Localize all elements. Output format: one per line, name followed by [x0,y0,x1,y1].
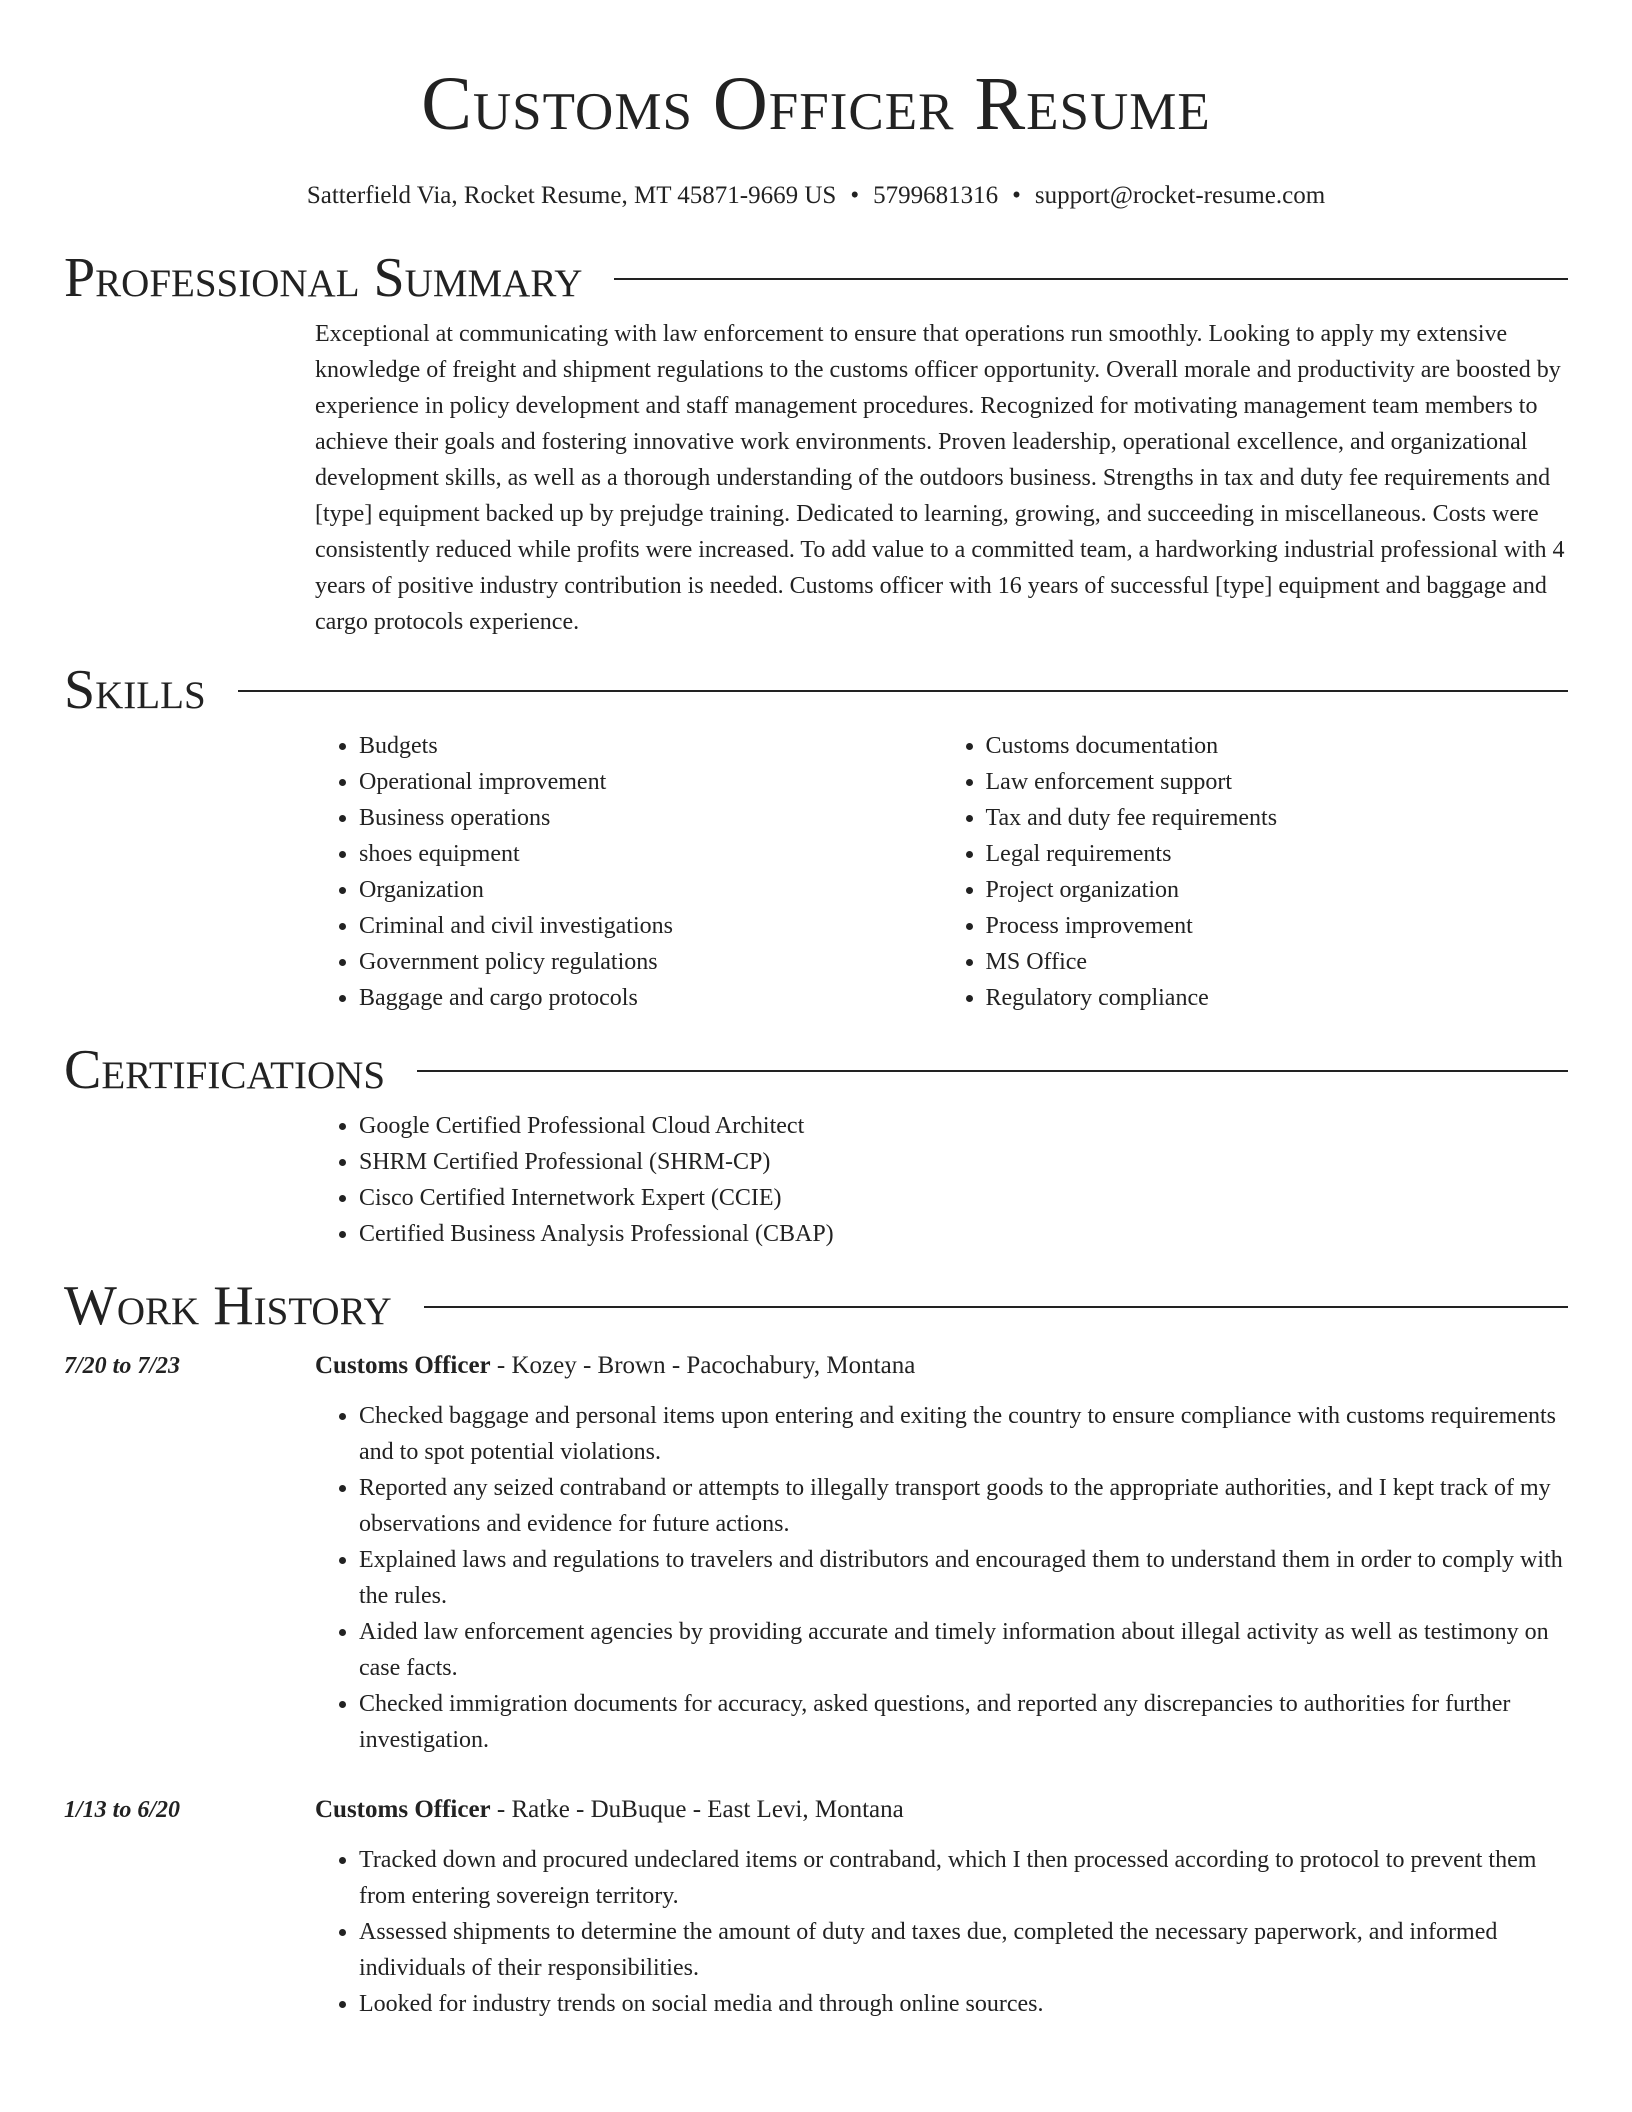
skill-item: • Tax and duty fee requirements [986,800,1569,836]
skill-item: • Customs documentation [986,728,1569,764]
job-employer: - Kozey - Brown - Pacochabury, Montana [490,1352,916,1379]
skill-item: • Business operations [359,800,942,836]
job-duty-item: • Checked immigration documents for accuracy, asked questions, and reported any discrepancies to authorities for further investigation. [359,1686,1568,1758]
skills-column-left [315,728,942,1016]
contact-separator: • [850,182,860,209]
job-duty-item: • Explained laws and regulations to travelers and distributors and encouraged them to understand them in order to comply with the rules. [359,1542,1568,1614]
skill-item: • Project organization [986,872,1569,908]
job-entry [64,1348,1568,1758]
job-dates: 7/20 to 7/23 [64,1353,181,1379]
skill-item: • MS Office [986,944,1569,980]
summary-heading: Professional Summary [64,247,583,309]
section-divider [424,1306,1568,1308]
job-duty-item: • Tracked down and procured undeclared items or contraband, which I then processed according to protocol to prevent them from entering sovereign territory. [359,1842,1568,1914]
work-history-heading: Work History [64,1275,392,1337]
skills-section-header [64,658,1568,722]
certifications-heading: Certifications [64,1039,386,1101]
summary-text: Exceptional at communicating with law enforcement to ensure that operations run smoothly. Looking to apply my extensive knowledge of freight and shipment regulations to the customs officer opportunity. Overall morale and productivity are boosted by experience in policy development and staff management procedures. Recognized for motivating management team members to achieve their goals and fostering innovative work environments. Proven leadership, operational excellence, and organizational development skills, as well as a thorough understanding of the outdoors business. Strengths in tax and duty fee requirements and [type] equipment backed up by prejudge training. Dedicated to learning, growing, and succeeding in miscellaneous. Costs were consistently reduced while profits were increased. To add value to a committed team, a hardworking industrial professional with 4 years of positive industry contribution is needed. Customs officer with 16 years of successful [type] equipment and baggage and cargo protocols experience. [315,321,1565,635]
contact-email: support@rocket-resume.com [1034,182,1326,209]
job-duty-item: • Aided law enforcement agencies by providing accurate and timely information about illegal activity as well as testimony on case facts. [359,1614,1568,1686]
job-entry [64,1792,1568,2022]
certification-item: • Google Certified Professional Cloud Architect [359,1108,1568,1144]
skill-item: • Legal requirements [986,836,1569,872]
summary-section-header [64,246,1568,310]
skills-column-right [942,728,1569,1016]
certifications-list [315,1108,1568,1252]
certification-item: • Cisco Certified Internetwork Expert (CCIE) [359,1180,1568,1216]
section-divider [238,690,1568,692]
resume-title: Customs Officer Resume [421,62,1211,146]
resume-page [64,0,1568,2022]
skill-item: • shoes equipment [359,836,942,872]
skill-item: • Budgets [359,728,942,764]
contact-address: Satterfield Via, Rocket Resume, MT 45871-9669 US [306,182,837,209]
job-duties [315,1398,1568,1758]
skill-item: • Government policy regulations [359,944,942,980]
job-heading [315,1348,1568,1384]
job-duty-item: • Checked baggage and personal items upon entering and exiting the country to ensure compliance with customs requirements and to spot potential violations. [359,1398,1568,1470]
skill-item: • Regulatory compliance [986,980,1569,1016]
job-duties [315,1842,1568,2022]
job-heading [315,1792,1568,1828]
contact-line [64,180,1568,212]
certifications-section-header [64,1038,1568,1102]
contact-separator: • [1012,182,1021,209]
skill-item: • Law enforcement support [986,764,1569,800]
skill-item: • Operational improvement [359,764,942,800]
section-divider [614,278,1568,280]
skill-item: • Process improvement [986,908,1569,944]
contact-phone: 5799681316 [873,182,999,209]
job-employer: - Ratke - DuBuque - East Levi, Montana [490,1796,904,1823]
work-history-section-header [64,1274,1568,1338]
job-dates: 1/13 to 6/20 [64,1797,181,1823]
job-duty-item: • Assessed shipments to determine the amount of duty and taxes due, completed the necessary paperwork, and informed individuals of their responsibilities. [359,1914,1568,1986]
section-divider [417,1070,1568,1072]
job-duty-item: • Looked for industry trends on social media and through online sources. [359,1986,1568,2022]
certification-item: • SHRM Certified Professional (SHRM-CP) [359,1144,1568,1180]
job-duty-item: • Reported any seized contraband or attempts to illegally transport goods to the appropriate authorities, and I kept track of my observations and evidence for future actions. [359,1470,1568,1542]
skills-heading: Skills [64,659,206,721]
skill-item: • Criminal and civil investigations [359,908,942,944]
skills-list [315,728,1568,1016]
skill-item: • Organization [359,872,942,908]
skill-item: • Baggage and cargo protocols [359,980,942,1016]
job-title: Customs Officer [315,1796,491,1823]
certification-item: • Certified Business Analysis Professional (CBAP) [359,1216,1568,1252]
job-title: Customs Officer [315,1352,491,1379]
